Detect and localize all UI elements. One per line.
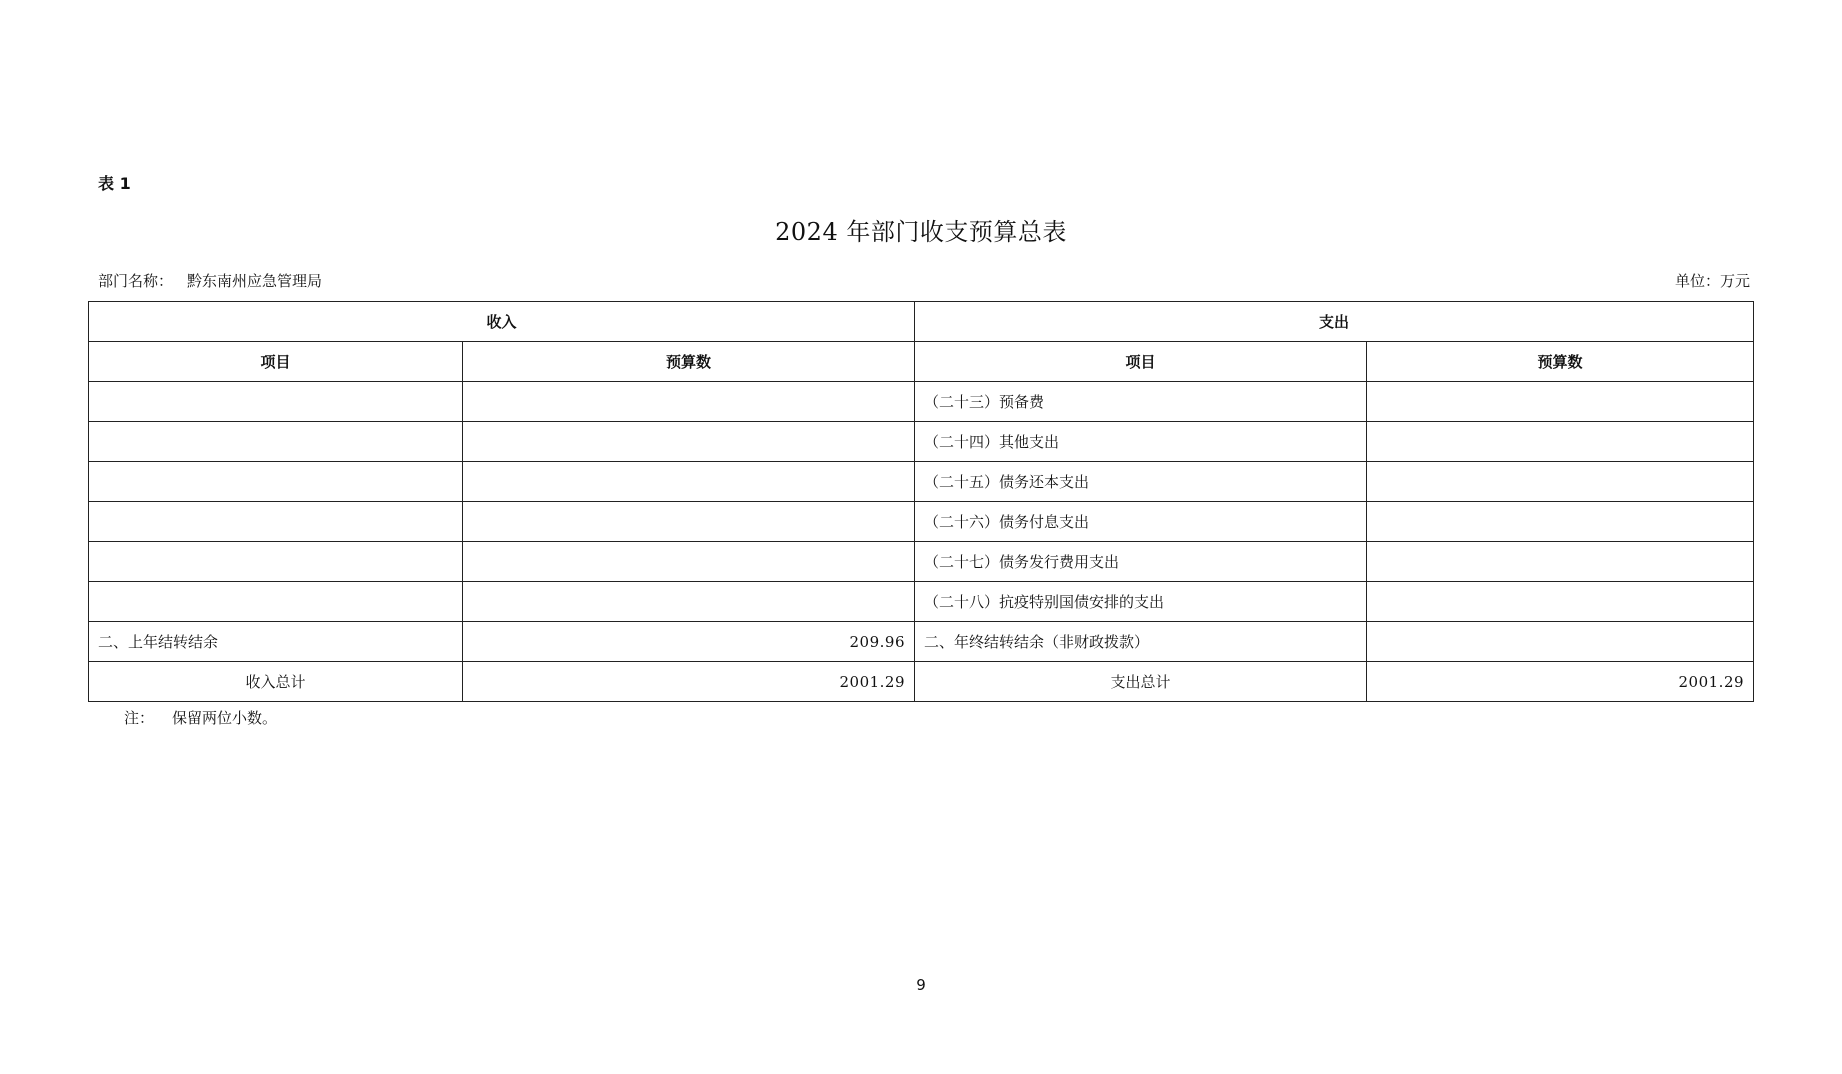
expense-item-cell: （二十六）债务付息支出 [915, 502, 1367, 542]
income-amount-cell [463, 422, 915, 462]
table-row [89, 422, 1754, 462]
expense-item-cell: （二十八）抗疫特别国债安排的支出 [915, 582, 1367, 622]
expense-amount-cell [1367, 542, 1754, 582]
income-amount-cell [463, 382, 915, 422]
income-amount-cell: 209.96 [463, 622, 915, 662]
income-total-label: 收入总计 [89, 662, 463, 702]
footnote [124, 708, 277, 728]
department-label: 部门名称： [98, 272, 174, 290]
income-item-cell: 二、上年结转结余 [89, 622, 463, 662]
income-item-cell [89, 542, 463, 582]
income-item-cell [89, 502, 463, 542]
income-total-amount: 2001.29 [463, 662, 915, 702]
department-name: 黔东南州应急管理局 [187, 272, 323, 290]
unit-label: 单位：万元 [1674, 272, 1750, 290]
table-row [89, 622, 1754, 662]
income-item-cell [89, 462, 463, 502]
table-label: 表 1 [98, 174, 131, 193]
budget-summary-table [88, 301, 1754, 702]
table-row [89, 582, 1754, 622]
expense-item-cell: （二十五）债务还本支出 [915, 462, 1367, 502]
table-row [89, 542, 1754, 582]
expense-group-header: 支出 [915, 302, 1754, 342]
income-item-cell [89, 422, 463, 462]
income-amount-cell [463, 582, 915, 622]
expense-item-cell: （二十三）预备费 [915, 382, 1367, 422]
expense-item-cell: （二十四）其他支出 [915, 422, 1367, 462]
expense-amount-cell [1367, 582, 1754, 622]
totals-row [89, 662, 1754, 702]
group-header-row [89, 302, 1754, 342]
page-number: 9 [916, 976, 926, 994]
expense-amount-cell [1367, 382, 1754, 422]
expense-amount-cell [1367, 502, 1754, 542]
expense-item-header: 项目 [915, 342, 1367, 382]
department-line [98, 271, 322, 291]
income-amount-cell [463, 502, 915, 542]
column-header-row [89, 342, 1754, 382]
income-amount-cell [463, 462, 915, 502]
page-title: 2024 年部门收支预算总表 [775, 218, 1067, 246]
expense-total-label: 支出总计 [915, 662, 1367, 702]
income-amount-cell [463, 542, 915, 582]
income-item-header: 项目 [89, 342, 463, 382]
expense-amount-cell [1367, 622, 1754, 662]
note-text: 保留两位小数。 [172, 709, 278, 727]
expense-item-cell: 二、年终结转结余（非财政拨款） [915, 622, 1367, 662]
income-item-cell [89, 582, 463, 622]
income-group-header: 收入 [89, 302, 915, 342]
table-row [89, 462, 1754, 502]
expense-amount-cell [1367, 462, 1754, 502]
expense-amount-header: 预算数 [1367, 342, 1754, 382]
table-row [89, 382, 1754, 422]
expense-item-cell: （二十七）债务发行费用支出 [915, 542, 1367, 582]
income-item-cell [89, 382, 463, 422]
note-label: 注： [124, 709, 155, 727]
expense-amount-cell [1367, 422, 1754, 462]
table-row [89, 502, 1754, 542]
expense-total-amount: 2001.29 [1367, 662, 1754, 702]
income-amount-header: 预算数 [463, 342, 915, 382]
